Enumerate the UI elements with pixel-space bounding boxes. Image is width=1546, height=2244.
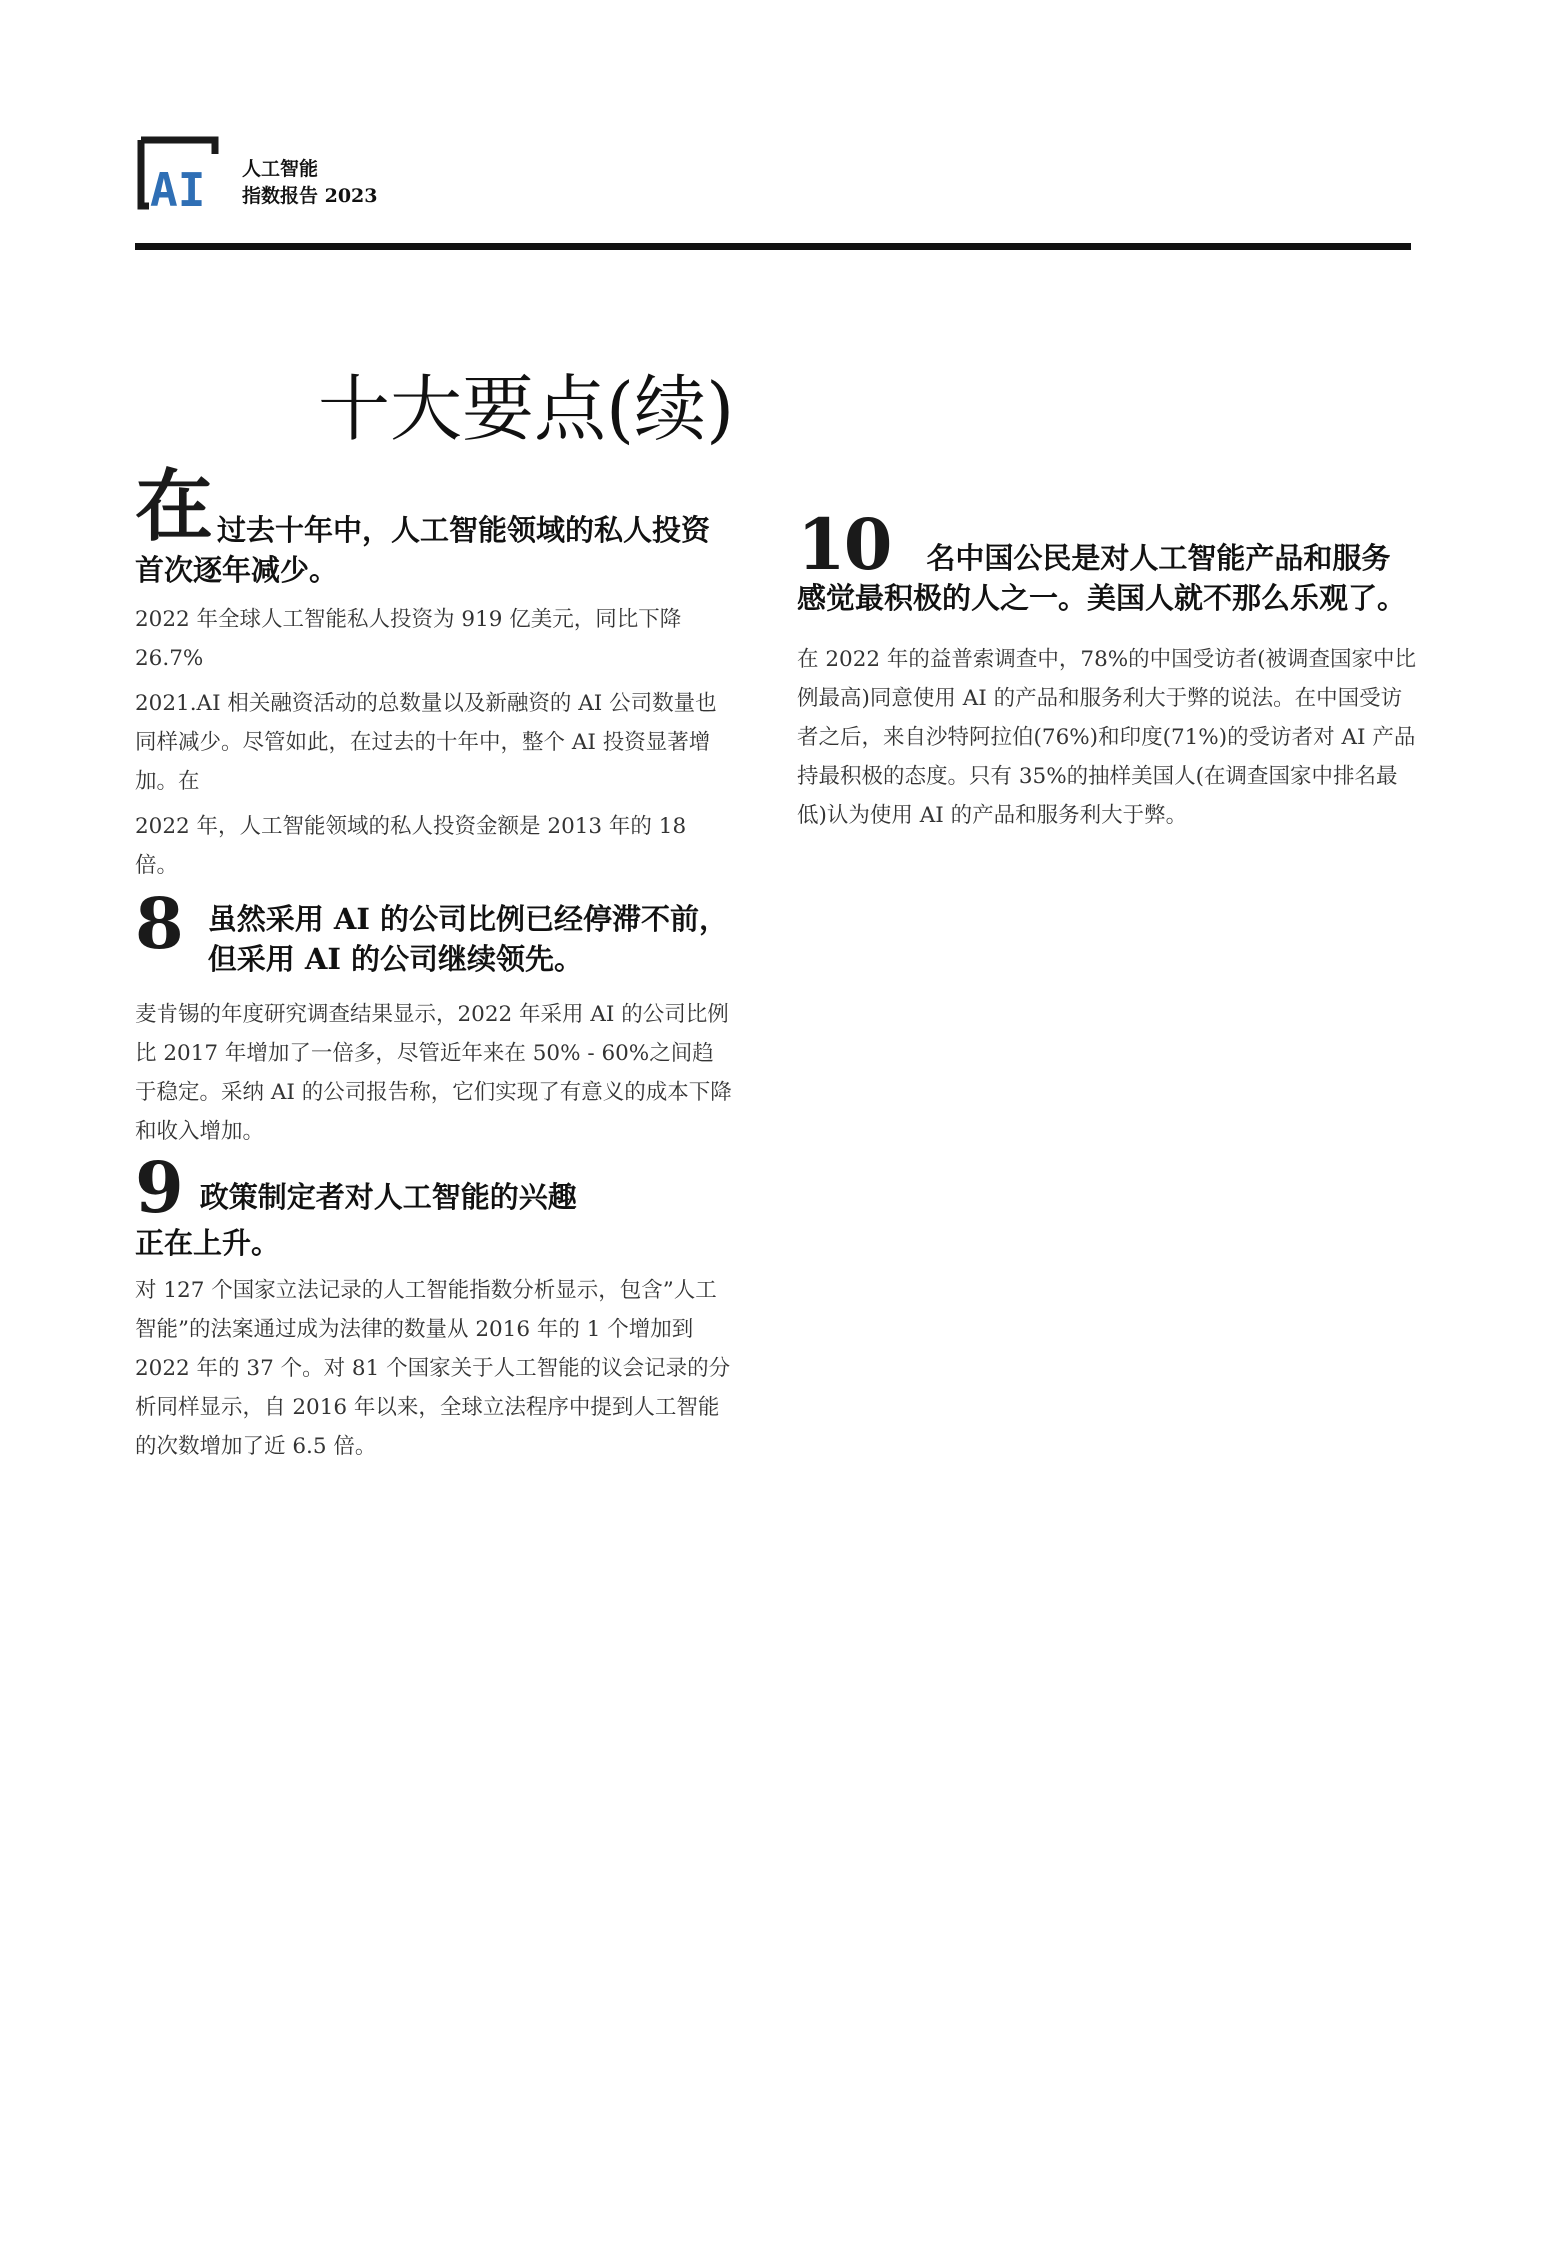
report-title-line2: 指数报告 2023	[242, 185, 378, 207]
section-number: 9	[135, 1146, 182, 1229]
section-paragraph: 2021.AI 相关融资活动的总数量以及新融资的 AI 公司数量也同样减少。尽管如此，在过去的十年中，整个 AI 投资显著增加。在	[135, 691, 717, 794]
right-column	[797, 503, 1417, 835]
section-private-investment	[135, 461, 735, 885]
section-heading: 名中国公民是对人工智能产品和服务感觉最积极的人之一。美国人就不那么乐观了。	[797, 541, 1407, 615]
section-heading: 虽然采用 AI 的公司比例已经停滞不前，但采用 AI 的公司继续领先。	[207, 902, 728, 976]
left-column	[135, 461, 735, 1466]
section-heading-line2: 正在上升。	[135, 1226, 281, 1260]
ai-index-logo	[135, 136, 223, 210]
section-number: 10	[797, 503, 891, 586]
section-10-public-opinion	[797, 503, 1417, 835]
section-paragraph: 对 127 个国家立法记录的人工智能指数分析显示，包含”人工智能”的法案通过成为法律的数量从 2016 年的 1 个增加到 2022 年的 37 个。对 81 个国家关于人工智能的议会记录的分析同样显示，自 2016 年以来，全球立法程序中提到人工智能的次数增加了近 6.5 倍。	[135, 1278, 731, 1459]
section-8-ai-adoption	[135, 882, 735, 1151]
section-paragraph: 麦肯锡的年度研究调查结果显示，2022 年采用 AI 的公司比例比 2017 年增加了一倍多，尽管近年来在 50% - 60%之间趋于稳定。采纳 AI 的公司报告称，它们实现了有意义的成本下降和收入增加。	[135, 1002, 732, 1144]
section-paragraph: 2022 年，人工智能领域的私人投资金额是 2013 年的 18 倍。	[135, 814, 687, 878]
section-heading: 过去十年中，人工智能领域的私人投资首次逐年减少。	[135, 513, 711, 587]
page-title: 十大要点(续)	[318, 367, 735, 451]
logo-ai-text: AI	[150, 163, 206, 210]
section-heading-line1: 政策制定者对人工智能的兴趣	[199, 1180, 577, 1214]
report-title	[242, 156, 378, 210]
section-number: 8	[135, 882, 182, 965]
section-paragraph: 在 2022 年的益普索调查中，78%的中国受访者(被调查国家中比例最高)同意使用 AI 的产品和服务利大于弊的说法。在中国受访者之后，来自沙特阿拉伯(76%)和印度(71%)的受访者对 AI 产品持最积极的态度。只有 35%的抽样美国人(在调查国家中排名最低)认为使用 AI 的产品和服务利大于弊。	[797, 647, 1417, 828]
section-dropcap: 在	[135, 461, 214, 552]
header-divider	[135, 243, 1411, 250]
section-paragraph: 2022 年全球人工智能私人投资为 919 亿美元，同比下降 26.7%	[135, 607, 682, 671]
section-9-policymakers	[135, 1146, 735, 1466]
report-title-line1: 人工智能	[242, 158, 319, 180]
